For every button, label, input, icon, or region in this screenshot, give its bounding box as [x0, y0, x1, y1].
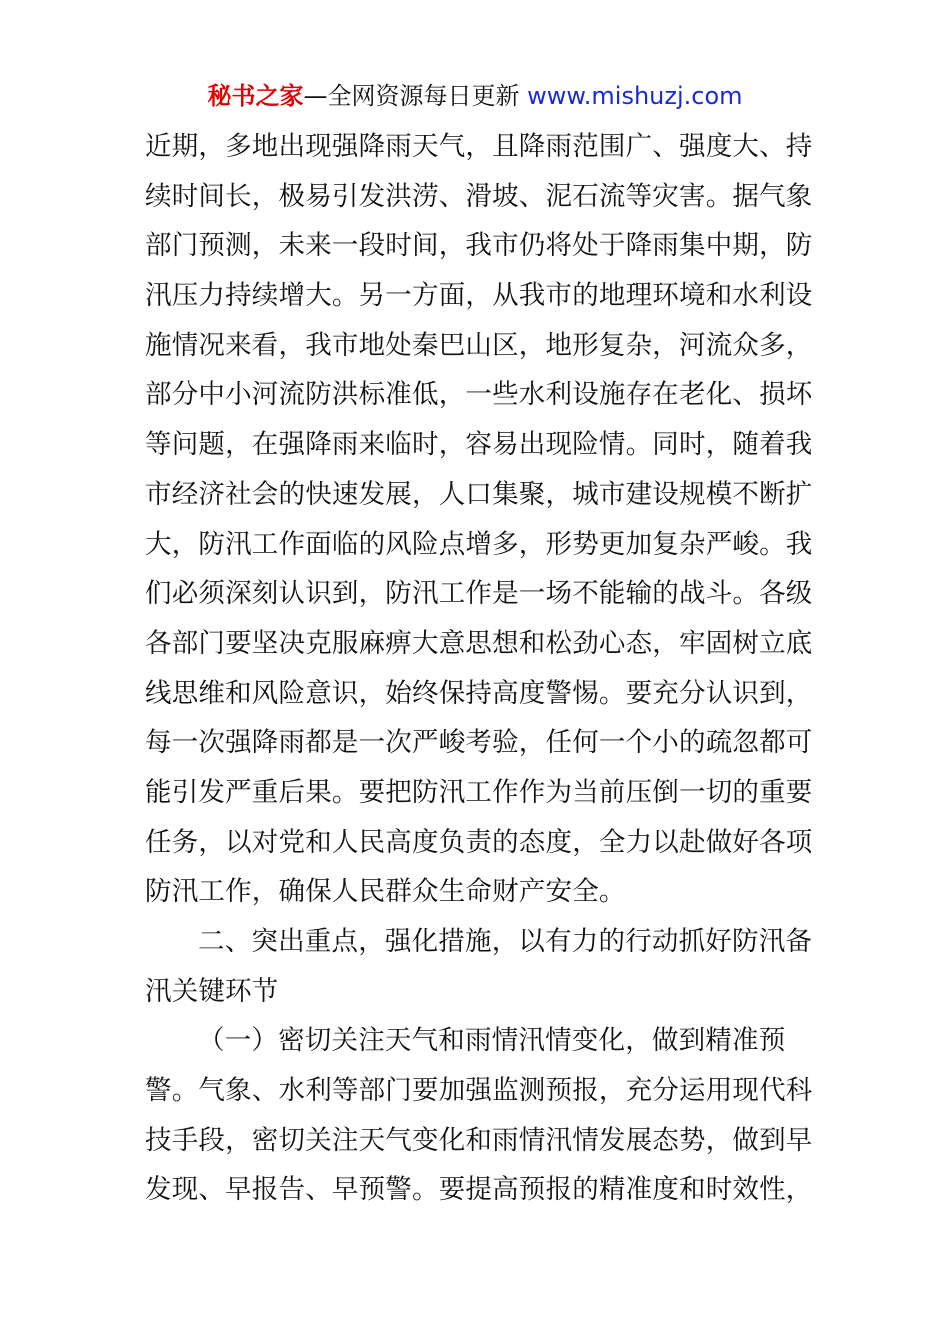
text-line: 任务，以对党和人民高度负责的态度，全力以赴做好各项: [145, 826, 813, 858]
site-brand: 秘书之家: [207, 82, 304, 110]
text-line: 每一次强降雨都是一次严峻考验，任何一个小的疏忽都可: [145, 727, 813, 759]
site-url[interactable]: www.mishuzj.com: [527, 82, 743, 110]
text-line: 部分中小河流防洪标准低，一些水利设施存在老化、损坏: [145, 379, 813, 411]
site-tagline: —全网资源每日更新: [303, 82, 520, 110]
text-line: 们必须深刻认识到，防汛工作是一场不能输的战斗。各级: [145, 578, 813, 610]
subsection-heading: （一）密切关注天气和雨情汛情变化，做到精准预: [198, 1025, 786, 1057]
text-line: 等问题，在强降雨来临时，容易出现险情。同时，随着我: [145, 429, 813, 461]
text-line: 警。气象、水利等部门要加强监测预报，充分运用现代科: [145, 1075, 813, 1107]
text-line: 技手段，密切关注天气变化和雨情汛情发展态势，做到早: [145, 1124, 813, 1156]
text-line: 能引发严重后果。要把防汛工作作为当前压倒一切的重要: [145, 776, 813, 808]
text-line: 大，防汛工作面临的风险点增多，形势更加复杂严峻。我: [145, 528, 813, 560]
section-heading: 二、突出重点，强化措施，以有力的行动抓好防汛备: [198, 926, 813, 957]
text-line: 发现、早报告、早预警。要提高预报的精准度和时效性，: [145, 1174, 813, 1206]
document-body: [145, 122, 825, 1215]
text-line: 部门预测，未来一段时间，我市仍将处于降雨集中期，防: [145, 230, 813, 262]
section-heading-continued: 汛关键环节: [145, 975, 279, 1007]
text-line: 各部门要坚决克服麻痹大意思想和松劲心态，牢固树立底: [145, 627, 813, 659]
text-line: 防汛工作，确保人民群众生命财产安全。: [145, 876, 626, 908]
text-line: 近期，多地出现强降雨天气，且降雨范围广、强度大、持: [145, 131, 813, 162]
text-line: 施情况来看，我市地处秦巴山区，地形复杂，河流众多，: [145, 329, 813, 361]
text-line: 线思维和风险意识，始终保持高度警惕。要充分认识到，: [145, 677, 813, 709]
site-header: [0, 80, 950, 112]
text-line: 汛压力持续增大。另一方面，从我市的地理环境和水利设: [145, 280, 813, 312]
text-line: 市经济社会的快速发展，人口集聚，城市建设规模不断扩: [145, 478, 813, 510]
text-line: 续时间长，极易引发洪涝、滑坡、泥石流等灾害。据气象: [145, 180, 813, 212]
